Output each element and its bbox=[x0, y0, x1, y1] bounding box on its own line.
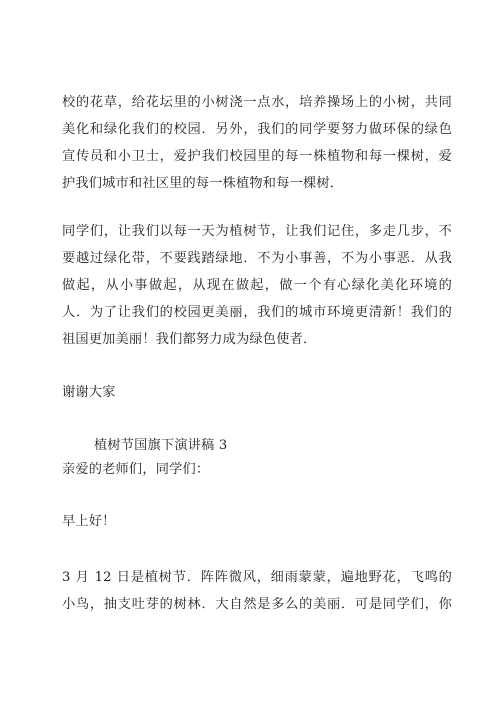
paragraph-1 bbox=[62, 89, 452, 197]
salutation-text: 亲爱的老师们，同学们： bbox=[62, 462, 210, 477]
paragraph-3-line-2: 小鸟，抽支吐芽的树林．大自然是多么的美丽．可是同学们，你 bbox=[62, 597, 452, 612]
paragraph-1-line-2: 美化和绿化我们的校园．另外，我们的同学要努力做环保的绿色 bbox=[62, 122, 452, 137]
salutation bbox=[62, 456, 452, 483]
paragraph-1-line-1: 校的花草，给花坛里的小树浇一点水，培养操场上的小树，共同 bbox=[62, 95, 452, 110]
paragraph-1-line-4: 护我们城市和社区里的每一株植物和每一棵树． bbox=[62, 176, 344, 191]
section-title-text: 植树节国旗下演讲稿 3 bbox=[94, 438, 228, 453]
closing-text bbox=[62, 379, 452, 406]
section-title bbox=[94, 432, 454, 459]
paragraph-1-line-3: 宣传员和小卫士，爱护我们校园里的每一株植物和每一棵树，爱 bbox=[62, 149, 452, 164]
greeting-text: 早上好！ bbox=[62, 514, 116, 529]
paragraph-2-line-5: 祖国更加美丽！我们都努力成为绿色使者． bbox=[62, 332, 317, 347]
paragraph-3 bbox=[62, 564, 452, 618]
closing-line: 谢谢大家 bbox=[62, 385, 116, 400]
greeting bbox=[62, 508, 452, 535]
paragraph-2 bbox=[62, 218, 452, 353]
paragraph-2-line-1: 同学们，让我们以每一天为植树节，让我们记住，多走几步，不 bbox=[62, 224, 452, 239]
paragraph-3-line-1: 3 月 12 日是植树节．阵阵微风，细雨蒙蒙，遍地野花，飞鸣的 bbox=[62, 570, 452, 585]
paragraph-2-line-4: 人．为了让我们的校园更美丽，我们的城市环境更清新！我们的 bbox=[62, 305, 452, 320]
paragraph-2-line-3: 做起，从小事做起，从现在做起，做一个有心绿化美化环境的 bbox=[62, 278, 452, 293]
paragraph-2-line-2: 要越过绿化带，不要践踏绿地．不为小事善，不为小事恶．从我 bbox=[62, 251, 452, 266]
